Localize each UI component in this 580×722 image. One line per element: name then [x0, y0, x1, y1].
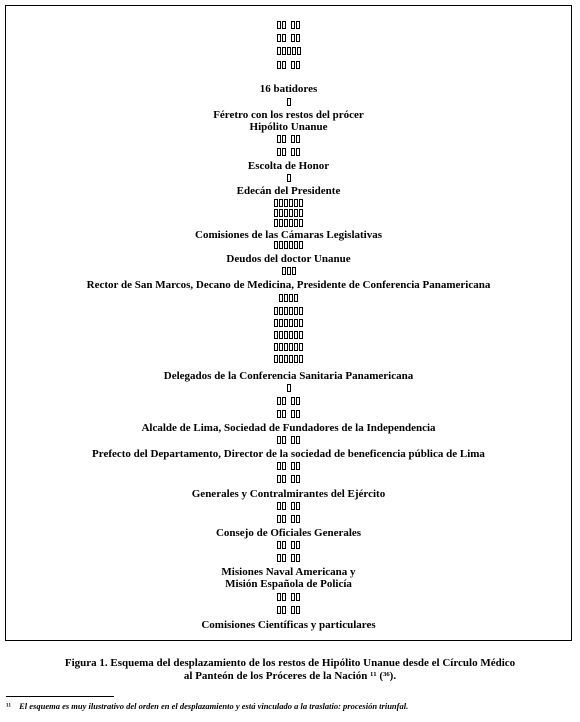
person-mark [296, 593, 300, 601]
marks-row-3 [6, 47, 571, 55]
marks-group [277, 606, 287, 614]
label-delegados: Delegados de la Conferencia Sanitaria Panamericana [163, 370, 414, 382]
person-mark [277, 502, 281, 510]
person-mark [277, 135, 281, 143]
person-mark [277, 593, 281, 601]
person-mark [274, 199, 278, 207]
person-mark [282, 21, 286, 29]
person-mark [289, 319, 293, 327]
person-mark [292, 267, 296, 275]
marks-row-24 [6, 462, 571, 470]
person-mark [289, 199, 293, 207]
marks-group [277, 515, 287, 523]
person-mark [277, 61, 281, 69]
marks-group [276, 47, 301, 55]
person-mark [279, 209, 283, 217]
person-mark [291, 61, 295, 69]
person-mark [294, 219, 298, 227]
person-mark [296, 462, 300, 470]
marks-group [286, 174, 291, 182]
person-mark [279, 343, 283, 351]
marks-group [281, 267, 296, 275]
marks-group [291, 410, 301, 418]
person-mark [299, 355, 303, 363]
marks-group [277, 541, 287, 549]
label-deudos: Deudos del doctor Unanue [226, 253, 351, 265]
person-mark [282, 593, 286, 601]
person-mark [284, 343, 288, 351]
person-mark [291, 397, 295, 405]
person-mark [299, 219, 303, 227]
person-mark [277, 410, 281, 418]
person-mark [289, 355, 293, 363]
marks-group [291, 21, 301, 29]
marks-group [279, 294, 299, 302]
person-mark [274, 209, 278, 217]
marks-group [277, 135, 287, 143]
person-mark [282, 135, 286, 143]
label-feretro-line1: Féretro con los restos del prócer [213, 109, 364, 121]
person-mark [284, 219, 288, 227]
marks-group [274, 355, 304, 363]
person-mark [284, 209, 288, 217]
person-mark [296, 34, 300, 42]
marks-group [274, 219, 304, 227]
marks-group [274, 199, 304, 207]
marks-group [274, 319, 304, 327]
person-mark [299, 241, 303, 249]
marks-row-30 [6, 593, 571, 601]
person-mark [287, 267, 291, 275]
person-mark [277, 436, 281, 444]
footnote-text: El esquema es muy ilustrativo del orden en el desplazamiento y está vinculado a la traslatio: procesión triunfal. [19, 701, 409, 711]
person-mark [291, 593, 295, 601]
marks-row-28 [6, 541, 571, 549]
marks-row-18 [6, 343, 571, 351]
person-mark [296, 541, 300, 549]
marks-row-4 [6, 61, 571, 69]
marks-row-22 [6, 410, 571, 418]
person-mark [274, 343, 278, 351]
person-mark [277, 148, 281, 156]
marks-group [291, 397, 301, 405]
person-mark [289, 331, 293, 339]
marks-row-17 [6, 331, 571, 339]
person-mark [296, 606, 300, 614]
label-escolta: Escolta de Honor [247, 160, 330, 172]
person-mark [299, 209, 303, 217]
marks-row-7 [6, 148, 571, 156]
person-mark [282, 436, 286, 444]
person-mark [296, 61, 300, 69]
person-mark [294, 241, 298, 249]
marks-row-5 [6, 98, 571, 106]
label-misiones-line2: Misión Española de Policía [225, 578, 352, 590]
person-mark [294, 331, 298, 339]
marks-group [274, 209, 304, 217]
person-mark [291, 410, 295, 418]
marks-row-20 [6, 384, 571, 392]
person-mark [274, 241, 278, 249]
label-alcalde: Alcalde de Lima, Sociedad de Fundadores de la Independencia [141, 422, 436, 434]
person-mark [291, 475, 295, 483]
person-mark [284, 355, 288, 363]
person-mark [294, 209, 298, 217]
person-mark [284, 294, 288, 302]
person-mark [277, 47, 281, 55]
person-mark [279, 355, 283, 363]
marks-group [291, 436, 301, 444]
person-mark [279, 199, 283, 207]
person-mark [299, 307, 303, 315]
marks-group [291, 34, 301, 42]
footnote [6, 701, 408, 712]
person-mark [279, 241, 283, 249]
person-mark [296, 502, 300, 510]
person-mark [287, 98, 291, 106]
marks-group [286, 384, 291, 392]
marks-group [277, 554, 287, 562]
person-mark [291, 462, 295, 470]
marks-row-9 [6, 199, 571, 207]
person-mark [289, 219, 293, 227]
person-mark [284, 241, 288, 249]
person-mark [277, 475, 281, 483]
label-consejo: Consejo de Oficiales Generales [215, 527, 362, 539]
person-mark [291, 554, 295, 562]
person-mark [289, 343, 293, 351]
marks-row-23 [6, 436, 571, 444]
label-comisiones-cientificas: Comisiones Científicas y particulares [201, 619, 376, 631]
marks-group [274, 343, 304, 351]
person-mark [291, 148, 295, 156]
marks-group [277, 21, 287, 29]
marks-row-25 [6, 475, 571, 483]
person-mark [287, 384, 291, 392]
person-mark [279, 307, 283, 315]
marks-group [291, 148, 301, 156]
marks-group [291, 135, 301, 143]
marks-group [291, 541, 301, 549]
person-mark [274, 307, 278, 315]
marks-group [274, 307, 304, 315]
marks-row-27 [6, 515, 571, 523]
marks-group [277, 148, 287, 156]
person-mark [277, 606, 281, 614]
footnote-rule [6, 696, 114, 697]
marks-row-11 [6, 219, 571, 227]
person-mark [274, 331, 278, 339]
person-mark [284, 307, 288, 315]
person-mark [291, 135, 295, 143]
person-mark [289, 241, 293, 249]
label-batidores: 16 batidores [259, 83, 318, 95]
marks-row-31 [6, 606, 571, 614]
person-mark [282, 502, 286, 510]
label-misiones-line1: Misiones Naval Americana y [221, 566, 356, 578]
person-mark [277, 397, 281, 405]
person-mark [299, 331, 303, 339]
person-mark [284, 319, 288, 327]
marks-group [277, 61, 287, 69]
person-mark [274, 355, 278, 363]
person-mark [282, 397, 286, 405]
marks-group [274, 331, 304, 339]
person-mark [279, 319, 283, 327]
person-mark [294, 199, 298, 207]
marks-group [291, 502, 301, 510]
person-mark [282, 462, 286, 470]
person-mark [296, 475, 300, 483]
marks-group [286, 98, 291, 106]
person-mark [297, 47, 301, 55]
marks-row-26 [6, 502, 571, 510]
marks-row-19 [6, 355, 571, 363]
marks-row-14 [6, 294, 571, 302]
person-mark [299, 319, 303, 327]
person-mark [289, 307, 293, 315]
person-mark [279, 219, 283, 227]
person-mark [277, 515, 281, 523]
marks-group [277, 593, 287, 601]
person-mark [274, 319, 278, 327]
person-mark [291, 21, 295, 29]
marks-row-12 [6, 241, 571, 249]
person-mark [277, 554, 281, 562]
label-prefecto: Prefecto del Departamento, Director de la sociedad de beneficencia pública de Lima [92, 448, 485, 460]
label-edecan: Edecán del Presidente [236, 185, 341, 197]
person-mark [277, 21, 281, 29]
marks-row-29 [6, 554, 571, 562]
person-mark [282, 34, 286, 42]
marks-group [291, 462, 301, 470]
person-mark [294, 355, 298, 363]
label-rector: Rector de San Marcos, Decano de Medicina, Presidente de Conferencia Panamericana [86, 279, 491, 291]
person-mark [291, 34, 295, 42]
person-mark [274, 219, 278, 227]
person-mark [294, 307, 298, 315]
person-mark [284, 331, 288, 339]
person-mark [291, 515, 295, 523]
person-mark [296, 135, 300, 143]
marks-row-8 [6, 174, 571, 182]
figure-caption-line2: al Panteón de los Próceres de la Nación ¹¹ (³⁶). [183, 670, 397, 682]
person-mark [277, 462, 281, 470]
marks-group [277, 462, 287, 470]
marks-row-10 [6, 209, 571, 217]
marks-row-6 [6, 135, 571, 143]
marks-group [277, 475, 287, 483]
person-mark [296, 515, 300, 523]
person-mark [279, 294, 283, 302]
marks-group [291, 606, 301, 614]
marks-row-15 [6, 307, 571, 315]
person-mark [282, 541, 286, 549]
person-mark [282, 148, 286, 156]
marks-group [277, 397, 287, 405]
label-feretro-line2: Hipólito Unanue [249, 121, 328, 133]
person-mark [296, 410, 300, 418]
person-mark [294, 319, 298, 327]
person-mark [277, 34, 281, 42]
label-comisiones-camaras: Comisiones de las Cámaras Legislativas [195, 229, 382, 241]
person-mark [282, 554, 286, 562]
marks-row-2 [6, 34, 571, 42]
marks-group [291, 475, 301, 483]
marks-group [291, 61, 301, 69]
person-mark [287, 47, 291, 55]
marks-group [277, 502, 287, 510]
person-mark [282, 515, 286, 523]
person-mark [296, 554, 300, 562]
person-mark [296, 21, 300, 29]
person-mark [282, 61, 286, 69]
person-mark [289, 294, 293, 302]
marks-row-16 [6, 319, 571, 327]
person-mark [282, 267, 286, 275]
person-mark [291, 436, 295, 444]
procession-diagram-frame [5, 5, 572, 641]
marks-group [291, 554, 301, 562]
person-mark [292, 47, 296, 55]
person-mark [282, 606, 286, 614]
marks-group [291, 515, 301, 523]
person-mark [294, 294, 298, 302]
marks-group [291, 593, 301, 601]
person-mark [291, 606, 295, 614]
person-mark [294, 343, 298, 351]
person-mark [299, 199, 303, 207]
person-mark [291, 502, 295, 510]
person-mark [279, 331, 283, 339]
marks-group [277, 34, 287, 42]
person-mark [282, 47, 286, 55]
marks-group [277, 410, 287, 418]
person-mark [282, 410, 286, 418]
marks-group [277, 436, 287, 444]
marks-group [274, 241, 304, 249]
footnote-mark: ¹¹ [6, 701, 12, 711]
person-mark [296, 148, 300, 156]
marks-row-21 [6, 397, 571, 405]
person-mark [282, 475, 286, 483]
person-mark [287, 174, 291, 182]
figure-caption-line1: Figura 1. Esquema del desplazamiento de los restos de Hipólito Unanue desde el Círculo Médico [64, 657, 516, 669]
marks-row-13 [6, 267, 571, 275]
person-mark [284, 199, 288, 207]
person-mark [299, 343, 303, 351]
person-mark [277, 541, 281, 549]
person-mark [296, 397, 300, 405]
person-mark [291, 541, 295, 549]
person-mark [289, 209, 293, 217]
marks-row-1 [6, 21, 571, 29]
label-generales: Generales y Contralmirantes del Ejército [191, 488, 386, 500]
person-mark [296, 436, 300, 444]
